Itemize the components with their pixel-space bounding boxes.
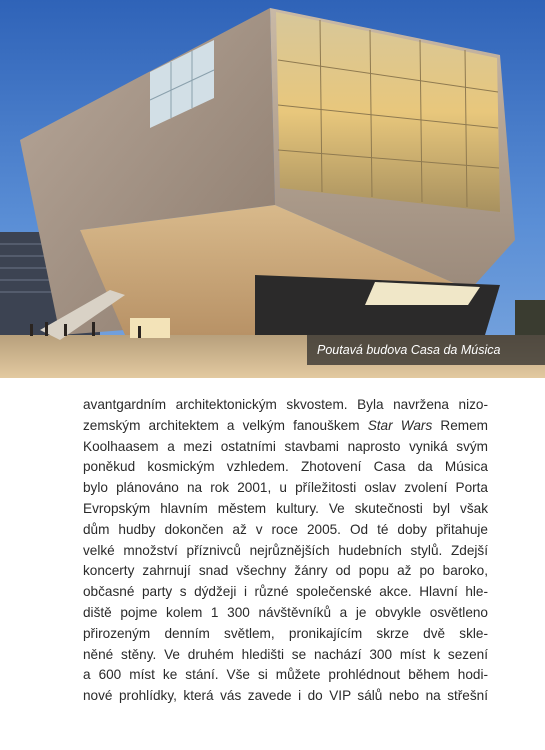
article-line: diště pojme kolem 1 300 návštěvníků a je obvykle osvětleno xyxy=(83,604,488,620)
article-line: zemským architektem a velkým fanouškem Star Wars Remem xyxy=(83,417,488,433)
article-line: velké množství příznivců nejrůznějších hudebních stylů. Zdejší xyxy=(83,542,488,558)
article-line: Evropským hlavním městem kultury. Ve skutečnosti byl však xyxy=(83,500,488,516)
article-line: bylo plánováno na rok 2001, u příležitosti oslav zvolení Porta xyxy=(83,480,488,496)
article-line: nové prohlídky, která vás zavede i do VIP sálů nebo na střešní xyxy=(83,688,488,704)
article-line: Koolhaasem a mezi ostatními stavbami naprosto vyniká svým xyxy=(83,438,488,454)
article-line: avantgardním architektonickým skvostem. Byla navržena nizo- xyxy=(83,397,488,412)
article-line: koncerty zahrnují snad všechny žánry od popu až po baroko, xyxy=(83,563,488,579)
article-line: a 600 míst ke stání. Vše si můžete prohlédnout během hodi- xyxy=(83,667,488,683)
article-line: dům hudby dokončen až v roce 2005. Od té doby přitahuje xyxy=(83,521,488,537)
italic-title: Star Wars xyxy=(367,417,433,433)
article-line: přirozeným denním světlem, pronikajícím skrze dvě skle- xyxy=(83,625,488,641)
article-body xyxy=(83,395,488,707)
photo-caption: Poutavá budova Casa da Música xyxy=(307,335,545,365)
article-line: poněkud kosmickým vzhledem. Zhotovení Casa da Música xyxy=(83,459,488,475)
article-line: občasné party s dýdžeji i různé společenské akce. Hlavní hle- xyxy=(83,584,488,600)
article-line: něné stěny. Ve druhém hledišti se nachází 300 míst k sezení xyxy=(83,646,488,662)
